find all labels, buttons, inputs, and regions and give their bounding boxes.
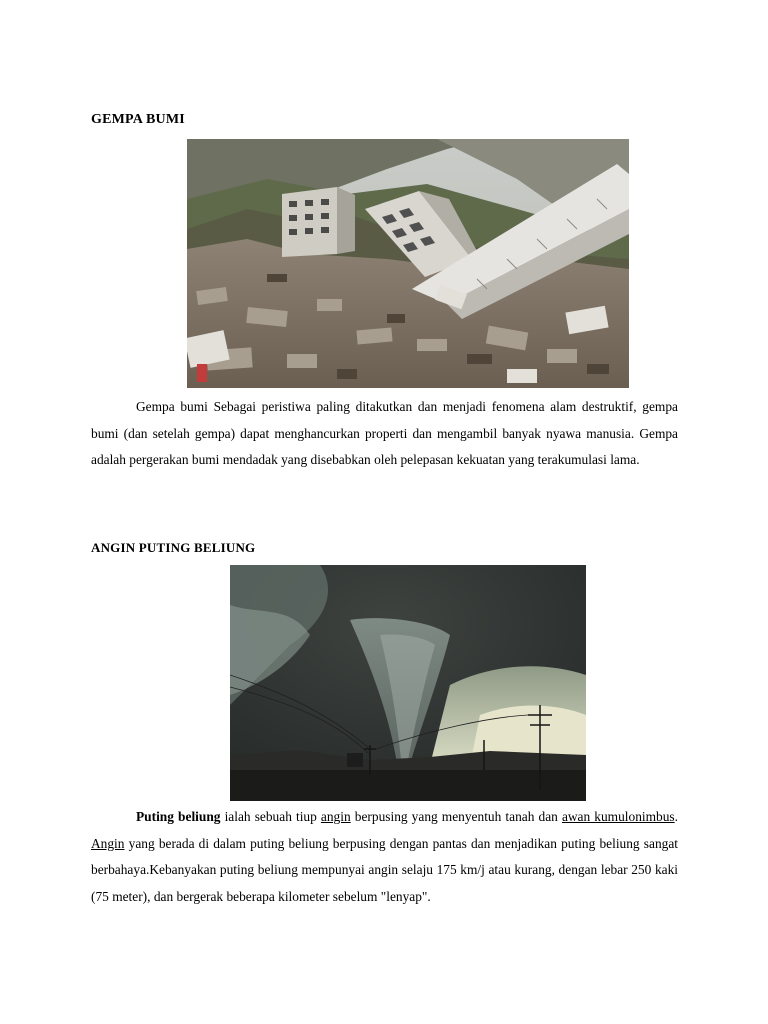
term-puting-beliung: Puting beliung: [136, 809, 221, 824]
paragraph-text: Gempa bumi Sebagai peristiwa paling ditakutkan dan menjadi fenomena alam destruktif, gempa bumi (dan setelah gempa) dapat menghancurkan properti dan mengambil banyak nyawa manusia. Gempa adalah pergerakan bumi mendadak yang disebabkan oleh pelepasan kekuatan yang terakumulasi lama.: [91, 399, 678, 467]
paragraph-puting-beliung: [91, 804, 678, 910]
text-run: .: [674, 809, 678, 824]
link-angin-2[interactable]: Angin: [91, 835, 125, 851]
collapsed-buildings-photo: [187, 139, 629, 388]
tornado-photo: [230, 565, 586, 801]
tornado-image: [230, 565, 586, 801]
section-title-gempa-bumi: GEMPA BUMI: [91, 112, 185, 127]
text-run: yang berada di dalam puting beliung berpusing dengan pantas dan menjadikan puting beliung sangat berbahaya.Kebanyakan puting beliung mempunyai angin selaju 175 km/j atau kurang, dengan lebar 250 kaki (75 meter), dan bergerak beberapa kilometer sebelum "lenyap".: [91, 835, 678, 904]
link-awan-kumulonimbus[interactable]: awan kumulonimbus: [561, 809, 675, 824]
paragraph-gempa-bumi: [91, 394, 678, 474]
section-title-angin-puting-beliung: ANGIN PUTING BELIUNG: [91, 540, 256, 555]
link-angin[interactable]: angin: [320, 809, 351, 824]
text-run: berpusing yang menyentuh tanah dan: [350, 809, 562, 824]
earthquake-ruins-image: [187, 139, 629, 388]
text-run: ialah sebuah tiup: [220, 809, 321, 824]
